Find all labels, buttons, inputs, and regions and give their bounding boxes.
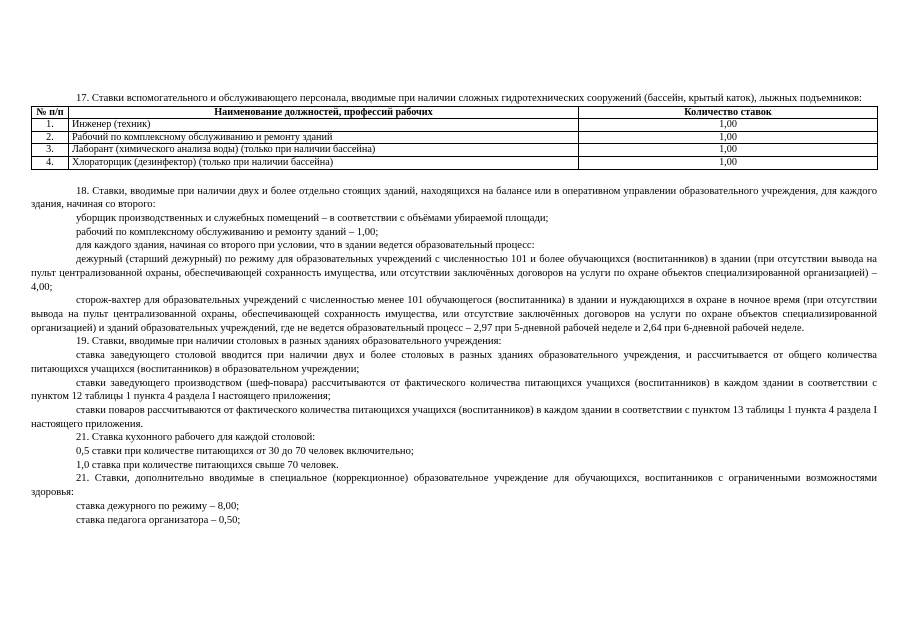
row-number: 4.	[32, 157, 69, 170]
section-21-special-intro: 21. Ставки, дополнительно вводимые в специальное (коррекционное) образовательное учреждение для обучающихся, воспитанников с ограниченными возможностями здоровья:	[31, 473, 877, 499]
row-quantity: 1,00	[579, 157, 878, 170]
row-quantity: 1,00	[579, 131, 878, 144]
document-page	[31, 92, 877, 527]
section-17-title: 17. Ставки вспомогательного и обслуживающего персонала, вводимые при наличии сложных гидротехнических сооружений (бассейн, крытый каток), лыжных подъемников:	[76, 93, 862, 104]
section-19-chef: ставки заведующего производством (шеф-повара) рассчитываются от фактического количества питающихся учащихся (воспитанников) в каждом здании в соответствии с пунктом 12 таблицы 1 пункта 4 раздела I настоящего приложения;	[31, 377, 877, 403]
section-21-kitchen-intro: 21. Ставка кухонного рабочего для каждой столовой:	[76, 432, 316, 444]
table-row	[32, 157, 878, 170]
section-19-canteen-head: ставка заведующего столовой вводится при наличии двух и более столовых в разных зданиях образовательного учреждения, и рассчитывается от общего количества питающихся учащихся (воспитанников) в образовательном учреждении;	[31, 350, 877, 375]
section-21-special-duty: ставка дежурного по режиму – 8,00;	[76, 500, 240, 512]
table-row	[32, 131, 878, 144]
row-quantity: 1,00	[579, 119, 878, 132]
section-18-duty-officer: дежурный (старший дежурный) по режиму для образовательных учреждений с численностью 101 и более обучающихся (воспитанников) в здании (при отсутствии вывода на пульт централизованной охраны, обеспечивающей сохранность имущества, или отсутствии заключённых договоров на услуги по охране объектов специализированной организацией) – 4,00;	[31, 254, 877, 293]
row-number: 3.	[32, 144, 69, 157]
section-21-kitchen-rate-1: 0,5 ставки при количестве питающихся от 30 до 70 человек включительно;	[76, 446, 414, 458]
header-number: № п/п	[32, 106, 69, 119]
header-quantity: Количество ставок	[579, 106, 878, 119]
row-position: Рабочий по комплексному обслуживанию и ремонту зданий	[69, 131, 579, 144]
row-number: 1.	[32, 119, 69, 132]
table-row	[32, 119, 878, 132]
section-19-intro: 19. Ставки, вводимые при наличии столовых в разных зданиях образовательного учреждения:	[76, 336, 502, 348]
section-18-worker: рабочий по комплексному обслуживанию и ремонту зданий – 1,00;	[76, 226, 379, 238]
section-21-kitchen-rate-2: 1,0 ставка при количестве питающихся свыше 70 человек.	[76, 459, 339, 471]
table-header-row	[32, 106, 878, 119]
section-21-special-organizer: ставка педагога организатора – 0,50;	[76, 514, 241, 526]
row-number: 2.	[32, 131, 69, 144]
section-18-intro: 18. Ставки, вводимые при наличии двух и более отдельно стоящих зданий, находящихся на балансе или в оперативном управлении образовательного учреждения, для каждого здания, начиная со второго:	[31, 185, 877, 211]
header-position: Наименование должностей, профессий рабочих	[69, 106, 579, 119]
row-position: Инженер (техник)	[69, 119, 579, 132]
table-row	[32, 144, 878, 157]
section-18-cleaner: уборщик производственных и служебных помещений – в соответствии с объёмами убираемой площади;	[76, 213, 549, 225]
row-position: Хлораторщик (дезинфектор) (только при наличии бассейна)	[69, 157, 579, 170]
row-position: Лаборант (химического анализа воды) (только при наличии бассейна)	[69, 144, 579, 157]
row-quantity: 1,00	[579, 144, 878, 157]
section-18-condition: для каждого здания, начиная со второго при условии, что в здании ведется образовательный процесс:	[76, 240, 535, 252]
staff-rates-table	[31, 106, 878, 170]
section-18-watchman: сторож-вахтер для образовательных учреждений с численностью менее 101 обучающегося (воспитанника) в здании и нуждающихся в охране в ночное время (при отсутствии вывода на пульт централизованной охраны, обеспечивающей сохранность имущества, или отсутствие заключённых договоров на услуги по охране объектов специализированной организацией) и зданий образовательных учреждений, где не ведется образовательный процесс – 2,97 при 5-дневной рабочей неделе и 2,64 при 6-дневной рабочей неделе.	[31, 295, 877, 334]
section-19-cooks: ставки поваров рассчитываются от фактического количества питающихся учащихся (воспитанников) в каждом здании в соответствии с пунктом 13 таблицы 1 пункта 4 раздела I настоящего приложения.	[31, 404, 877, 430]
